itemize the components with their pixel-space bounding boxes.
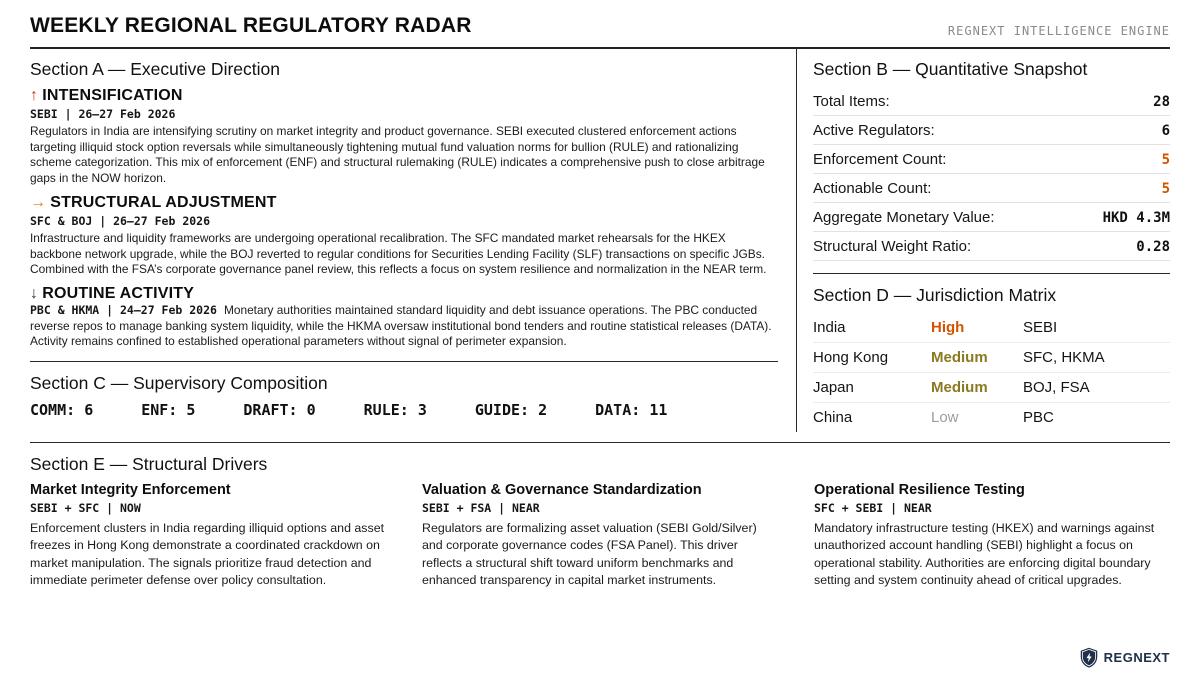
trend-meta: SFC & BOJ | 26–27 Feb 2026 bbox=[30, 213, 211, 228]
level-badge: Low bbox=[931, 409, 959, 426]
metric-row-active-regulators: Active Regulators: 6 bbox=[813, 116, 1170, 145]
trend-label-text: INTENSIFICATION bbox=[42, 87, 183, 104]
metric-row-structural-weight-ratio: Structural Weight Ratio: 0.28 bbox=[813, 232, 1170, 261]
up-arrow-icon: ↑ bbox=[30, 87, 39, 104]
section-a-heading: Section A — Executive Direction bbox=[30, 59, 280, 79]
stat-guide: GUIDE: 2 bbox=[474, 401, 548, 420]
driver-card-market-integrity bbox=[30, 482, 386, 589]
trend-body-text: Monetary authorities maintained standard liquidity and debt issuance operations. The PBC conducted reverse repos to manage banking system liquidity, while the HKMA oversaw institutional bond tenders and routine statistical releases (DATA). Activity remains confined to established operational parameters without signal of perimeter expansion. bbox=[30, 302, 772, 349]
driver-card-valuation-governance bbox=[422, 482, 778, 589]
section-e-heading: Section E — Structural Drivers bbox=[30, 454, 268, 474]
level-badge: High bbox=[931, 319, 965, 336]
trend-item-routine-activity bbox=[30, 285, 778, 350]
jurisdiction-row-japan: Japan Medium BOJ, FSA bbox=[813, 373, 1170, 403]
section-c bbox=[30, 361, 778, 419]
metric-row-enforcement-count: Enforcement Count: 5 bbox=[813, 145, 1170, 174]
main-grid bbox=[30, 49, 1170, 432]
section-d bbox=[813, 273, 1170, 432]
header bbox=[30, 14, 1170, 49]
driver-body: Mandatory infrastructure testing (HKEX) and warnings against unauthorized account handling (SEBI) highlight a focus on operational stability. Authorities are enforcing digital boundary setting and system continuity ahead of critical upgrades. bbox=[814, 521, 1155, 588]
trend-item-intensification bbox=[30, 87, 778, 187]
driver-meta: SEBI + FSA | NEAR bbox=[422, 501, 540, 515]
driver-title: Operational Resilience Testing bbox=[814, 482, 1025, 498]
metric-row-actionable-count: Actionable Count: 5 bbox=[813, 174, 1170, 203]
supervisory-stats-row bbox=[30, 401, 778, 419]
driver-meta: SEBI + SFC | NOW bbox=[30, 501, 141, 515]
jurisdiction-row-hong-kong: Hong Kong Medium SFC, HKMA bbox=[813, 343, 1170, 373]
stat-enf: ENF: 5 bbox=[141, 401, 196, 420]
regnext-shield-icon bbox=[1080, 647, 1098, 668]
driver-title: Valuation & Governance Standardization bbox=[422, 482, 702, 498]
section-e bbox=[30, 442, 1170, 589]
right-arrow-icon: → bbox=[30, 193, 47, 211]
trend-title bbox=[30, 194, 778, 212]
trend-body: Regulators in India are intensifying scrutiny on market integrity and product governance. SEBI executed clustered enforcement actions targeting illiquid stock option reversals while simultaneously tightening mutual fund valuation norms for bullion (RULE) and rationalizing scheme categorization. This mix of enforcement (ENF) and structural rulemaking (RULE) indicates a comprehensive push to close arbitrage gaps in the NOW horizon. bbox=[30, 124, 765, 186]
page-title: WEEKLY REGIONAL REGULATORY RADAR bbox=[30, 14, 472, 37]
stat-comm: COMM: 6 bbox=[30, 401, 94, 420]
stat-data: DATA: 11 bbox=[595, 401, 668, 420]
trend-title bbox=[30, 87, 778, 105]
trend-body: Infrastructure and liquidity frameworks are undergoing operational recalibration. The SFC mandated market rehearsals for the HKEX backbone network upgrade, while the BOJ reverted to regular conditions for Securities Lending Facility (SLF) transactions on specific JGBs. Combined with the FSA’s corporate governance panel review, this reflects a focus on system resilience and normalization in the NEAR term. bbox=[30, 230, 767, 277]
trend-title bbox=[30, 285, 778, 303]
driver-title: Market Integrity Enforcement bbox=[30, 482, 231, 498]
footer-brand bbox=[1080, 647, 1170, 668]
level-badge: Medium bbox=[931, 349, 988, 366]
drivers-grid bbox=[30, 482, 1170, 589]
trend-label-text: ROUTINE ACTIVITY bbox=[42, 284, 195, 302]
metric-row-aggregate-monetary-value: Aggregate Monetary Value: HKD 4.3M bbox=[813, 203, 1170, 232]
trend-meta: SEBI | 26–27 Feb 2026 bbox=[30, 107, 176, 121]
jurisdiction-row-india: India High SEBI bbox=[813, 313, 1170, 343]
trend-label-text: STRUCTURAL ADJUSTMENT bbox=[50, 193, 277, 211]
section-d-heading: Section D — Jurisdiction Matrix bbox=[813, 285, 1057, 305]
level-badge: Medium bbox=[931, 379, 988, 396]
driver-body: Enforcement clusters in India regarding illiquid options and asset freezes in Hong Kong demonstrate a coordinated crackdown on market manipulation. The signals prioritize fraud detection and immediate perimeter defense over policy consultation. bbox=[30, 521, 385, 588]
trend-meta: PBC & HKMA | 24–27 Feb 2026 bbox=[30, 302, 217, 317]
section-b-heading: Section B — Quantitative Snapshot bbox=[813, 59, 1088, 79]
section-c-heading: Section C — Supervisory Composition bbox=[30, 373, 328, 394]
driver-meta: SFC + SEBI | NEAR bbox=[814, 501, 932, 515]
trend-body bbox=[30, 303, 778, 350]
brand-text: REGNEXT bbox=[1103, 650, 1170, 665]
down-arrow-icon: ↓ bbox=[30, 284, 39, 302]
jurisdiction-row-china: China Low PBC bbox=[813, 409, 1054, 426]
engine-label: REGNEXT INTELLIGENCE ENGINE bbox=[947, 24, 1170, 38]
stat-rule: RULE: 3 bbox=[363, 401, 427, 420]
stat-draft: DRAFT: 0 bbox=[243, 401, 316, 420]
driver-card-operational-resilience bbox=[814, 482, 1170, 589]
driver-body: Regulators are formalizing asset valuation (SEBI Gold/Silver) and corporate governance codes (FSA Panel). This driver reflects a structural shift toward uniform benchmarks and enhanced transparency in capital market instruments. bbox=[422, 521, 757, 588]
right-column bbox=[796, 49, 1170, 432]
left-column bbox=[30, 49, 796, 432]
metric-row-total-items: Total Items: 28 bbox=[813, 87, 1170, 116]
trend-item-structural-adjustment bbox=[30, 194, 778, 278]
